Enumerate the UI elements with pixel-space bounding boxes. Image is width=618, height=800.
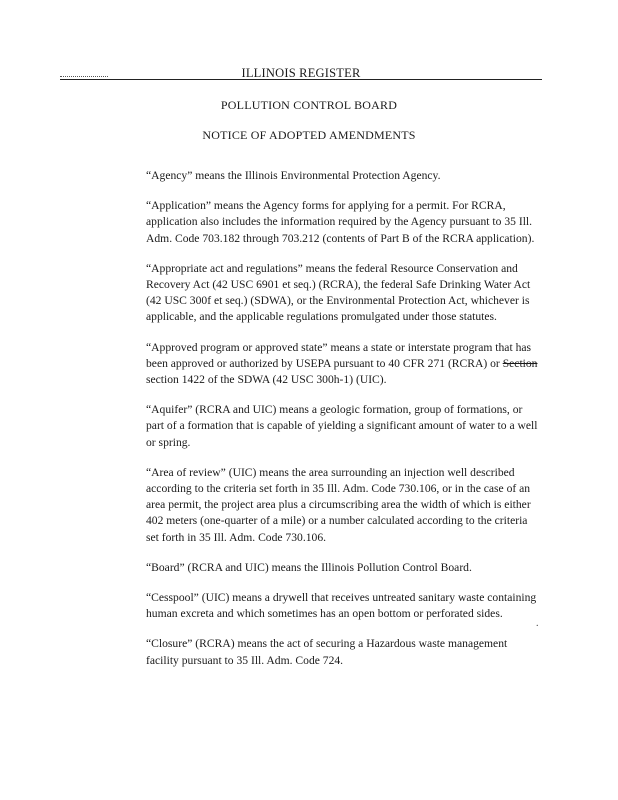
definition-board: “Board” (RCRA and UIC) means the Illinois Pollution Control Board. (146, 560, 472, 574)
page-header (60, 66, 542, 82)
board-heading: POLLUTION CONTROL BOARD (220, 98, 398, 112)
definition-appropriate-act: “Appropriate act and regulations” means the federal Resource Conservation and Recovery Act (42 USC 6901 et seq.) (RCRA), the federal Safe Drinking Water Act (42 USC 300f et seq.) (SDWA), or the Environmental Protection Act, whichever is applicable, and the applicable regulations promulgated under those statutes. (146, 261, 531, 324)
definition-application: “Application” means the Agency forms for applying for a permit. For RCRA, application also includes the information required by the Agency pursuant to 35 Ill. Adm. Code 703.182 through 703.212 (contents of Part B of the RCRA application). (146, 199, 535, 245)
definition-cesspool: “Cesspool” (UIC) means a drywell that receives untreated sanitary waste containing human excreta and which sometimes has an open bottom or perforated sides. (146, 591, 537, 621)
register-title: ILLINOIS REGISTER (241, 66, 361, 80)
definition-closure: “Closure” (RCRA) means the act of securing a Hazardous waste management facility pursuant to 35 Ill. Adm. Code 724. (146, 637, 508, 667)
struck-text: Section (502, 356, 538, 370)
header-rule (60, 79, 542, 80)
notice-heading: NOTICE OF ADOPTED AMENDMENTS (202, 128, 416, 142)
definition-approved-program-text-after: section 1422 of the SDWA (42 USC 300h-1) (UIC). (146, 373, 387, 387)
definition-approved-program-text: “Approved program or approved state” means a state or interstate program that has been approved or authorized by USEPA pursuant to 40 CFR 271 (RCRA) or (146, 340, 532, 370)
definition-aquifer: “Aquifer” (RCRA and UIC) means a geologic formation, group of formations, or part of a formation that is capable of yielding a significant amount of water to a well or spring. (146, 403, 538, 449)
definitions-body (146, 168, 542, 683)
definition-area-of-review: “Area of review” (UIC) means the area surrounding an injection well described according to the criteria set forth in 35 Ill. Adm. Code 730.106, or in the case of an area permit, the project area plus a circumscribing area the width of which is either 402 meters (one-quarter of a mile) or a number calculated according to the criteria set forth in 35 Ill. Adm. Code 730.106. (146, 465, 531, 544)
scan-artifact-mark: . (536, 618, 539, 629)
definition-approved-program (146, 340, 542, 389)
definition-agency: “Agency” means the Illinois Environmental Protection Agency. (146, 169, 441, 182)
